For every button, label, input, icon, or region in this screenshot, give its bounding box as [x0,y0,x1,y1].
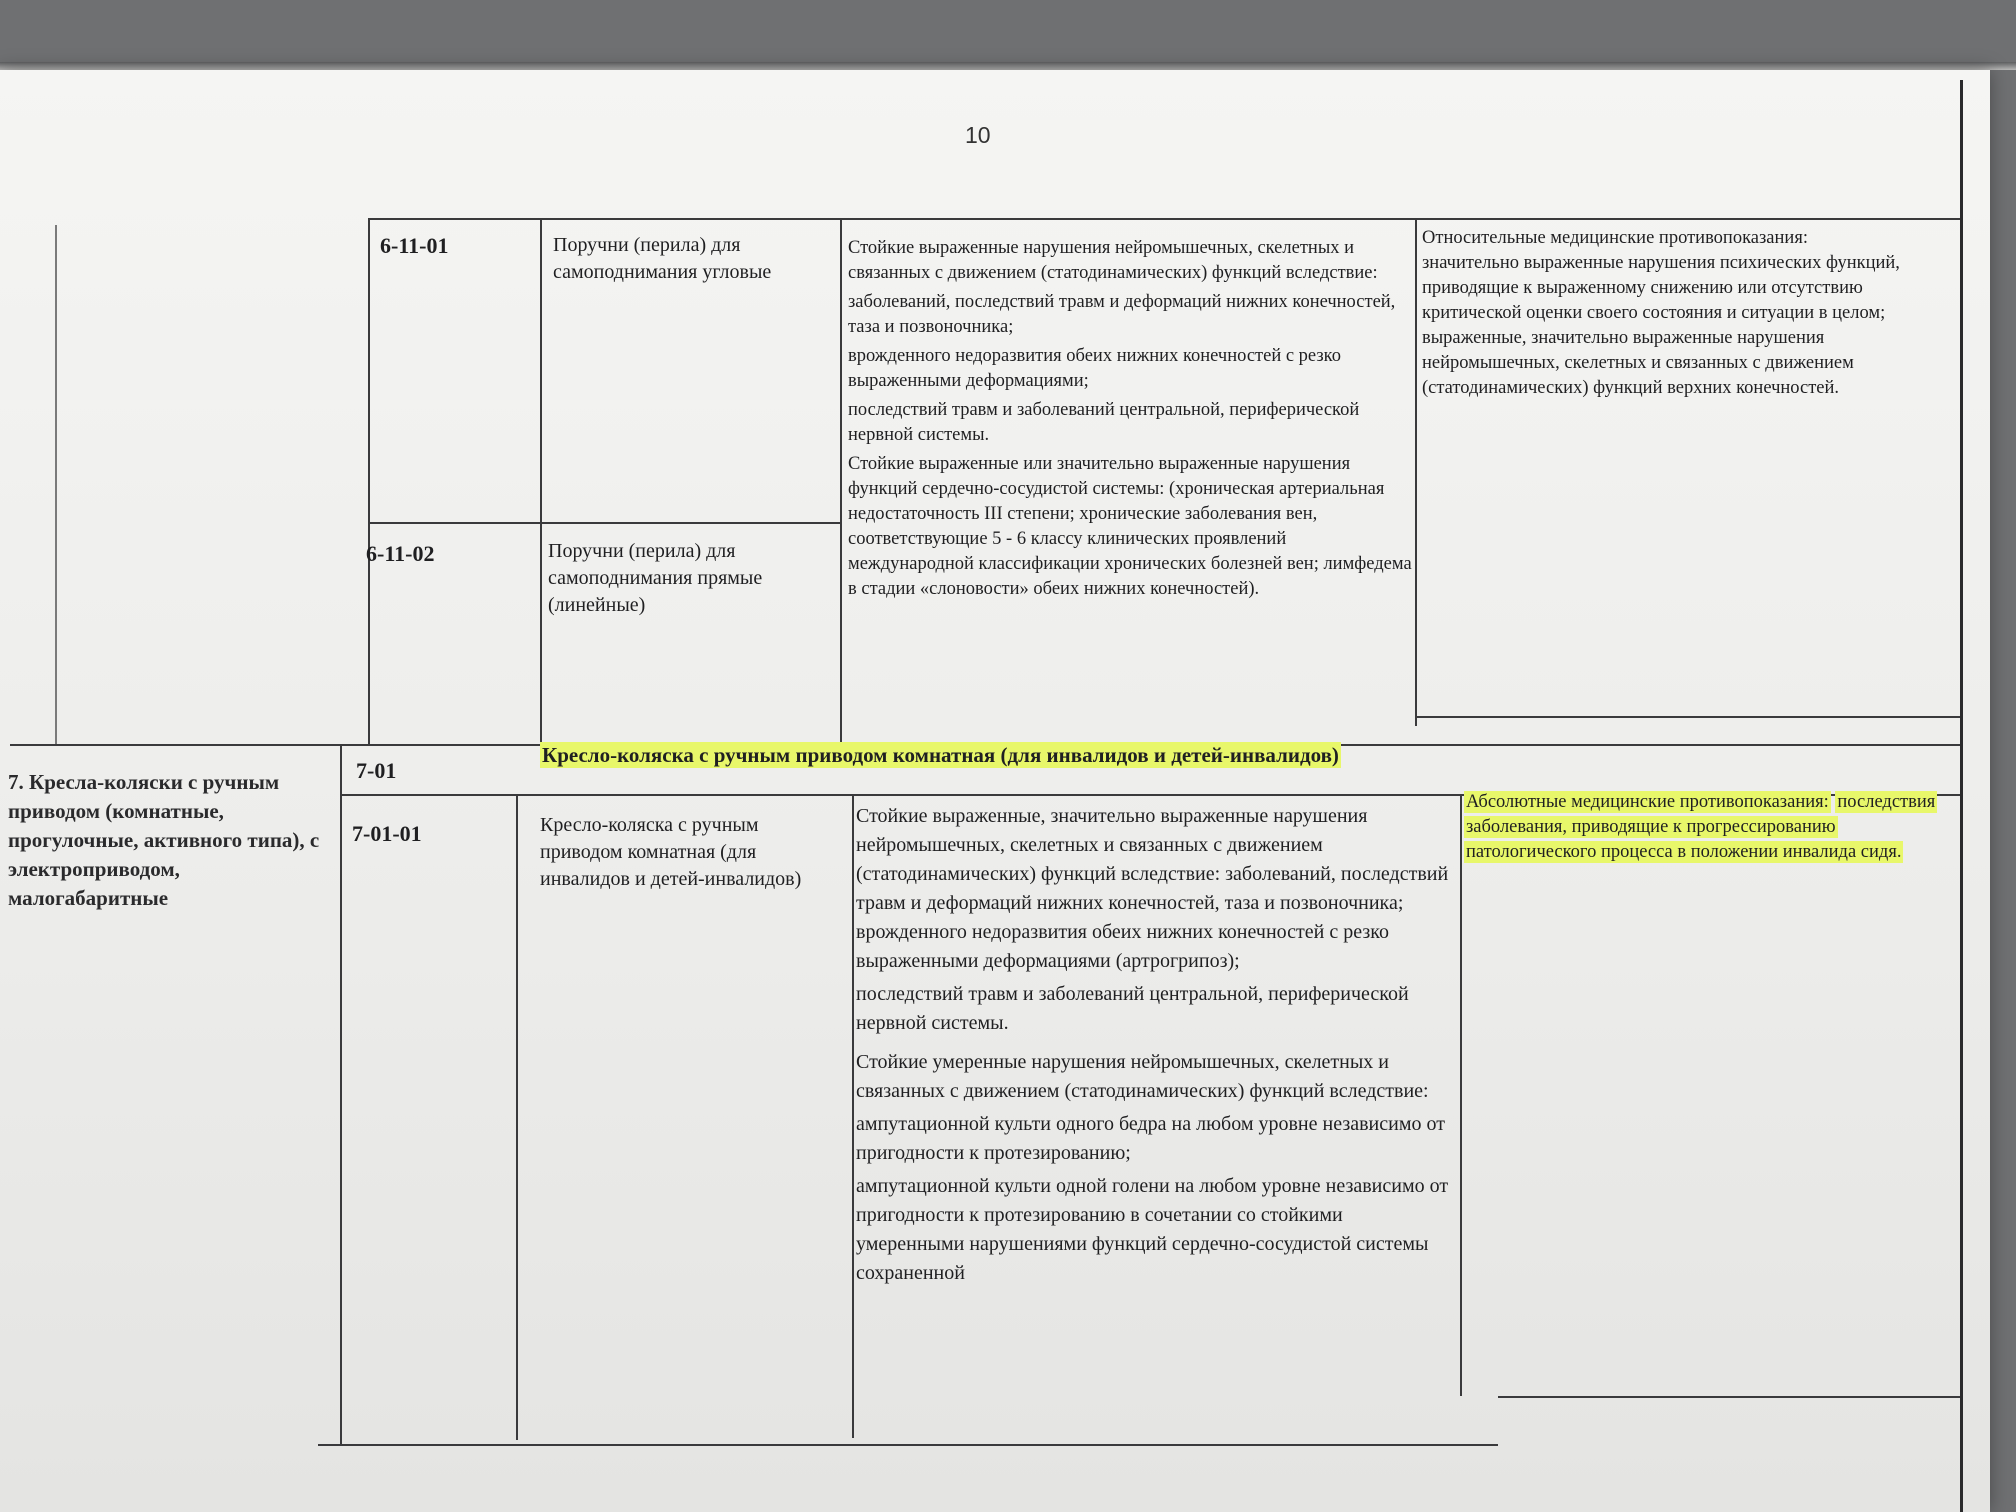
contra-relative-motor: выраженные, значительно выраженные нарушения нейромышечных, скелетных и связанных с движением (статодинамических) функций верхних конечностей. [1422,328,1854,398]
code-7-01: 7-01 [356,758,397,783]
name-7-01-01: Кресло-коляска с ручным приводом комнатная (для инвалидов и детей-инвалидов) [540,814,802,890]
contraindications-6-11 [1422,226,1952,401]
code-6-11-01: 6-11-01 [380,233,449,258]
contraindications-7-01-01 [1464,790,1952,865]
indications-item-2: врожденного недоразвития обеих нижних конечностей с резко выраженными деформациями; [848,346,1341,391]
title-7-01-text: Кресло-коляска с ручным приводом комнатная (для инвалидов и детей-инвалидов) [542,743,1339,767]
indications-7-01-01-part-2: последствий травм и заболеваний центральной, периферической нервной системы. [856,983,1409,1034]
code-7-01-01: 7-01-01 [352,821,422,846]
indications-7-01-01 [856,802,1451,1292]
name-6-11-02: Поручни (перила) для самоподнимания прямые (линейные) [548,540,763,616]
page-right-border [1960,80,1963,1512]
indications-7-01-01-part-3: Стойкие умеренные нарушения нейромышечных, скелетных и связанных с движением (статодинамических) функций вследствие: [856,1051,1429,1102]
contra-absolute-title: Абсолютные медицинские противопоказания: [1466,792,1829,812]
page-number: 10 [965,122,991,148]
name-6-11-01: Поручни (перила) для самоподнимания угловые [553,234,772,283]
indications-7-01-01-part-4: ампутационной культи одного бедра на любом уровне независимо от пригодности к протезированию; [856,1113,1445,1164]
indications-cardio: Стойкие выраженные или значительно выраженные нарушения функций сердечно-сосудистой системы: (хроническая артериальная недостаточность III степени; хронические заболевания вен, соответствующие 5 - 6 классу клинических проявлений международной классификации хронических болезней вен; лимфедема в стадии «слоновости» обеих нижних конечностей). [848,454,1412,599]
indications-7-01-01-part-5: ампутационной культи одной голени на любом уровне независимо от пригодности к протезированию в сочетании со стойкими умеренными нарушениями функций сердечно-сосудистой системы сохраненной [856,1175,1449,1284]
contra-absolute-text: последствия заболевания, приводящие к прогрессированию патологического процесса в положении инвалида сидя. [1466,792,1936,862]
indications-7-01-01-part-1: Стойкие выраженные, значительно выраженные нарушения нейромышечных, скелетных и связанных с движением (статодинамических) функций вследствие: заболеваний, последствий травм и деформаций нижних конечностей, таза и позвоночника; врожденного недоразвития обеих нижних конечностей с резко выраженными деформациями (артрогрипоз); [856,805,1449,972]
group-title-7: 7. Кресла-коляски с ручным приводом (комнатные, прогулочные, активного типа), с электроприводом, малогабаритные [8,770,320,910]
indications-6-11 [848,236,1413,606]
contra-relative-title: Относительные медицинские противопоказания: [1422,228,1808,248]
contra-relative-mental: значительно выраженные нарушения психических функций, приводящие к выраженному снижению или отсутствию критической оценки своего состояния и ситуации в целом; [1422,253,1900,323]
indications-item-1: заболеваний, последствий травм и деформаций нижних конечностей, таза и позвоночника; [848,292,1396,337]
sheet-top-edge [0,62,2016,70]
indications-item-3: последствий травм и заболеваний центральной, периферической нервной системы. [848,400,1360,445]
title-7-01 [540,742,1940,769]
code-6-11-02: 6-11-02 [366,541,435,566]
indications-intro: Стойкие выраженные нарушения нейромышечных, скелетных и связанных с движением (статодинамических) функций вследствие: [848,238,1378,283]
